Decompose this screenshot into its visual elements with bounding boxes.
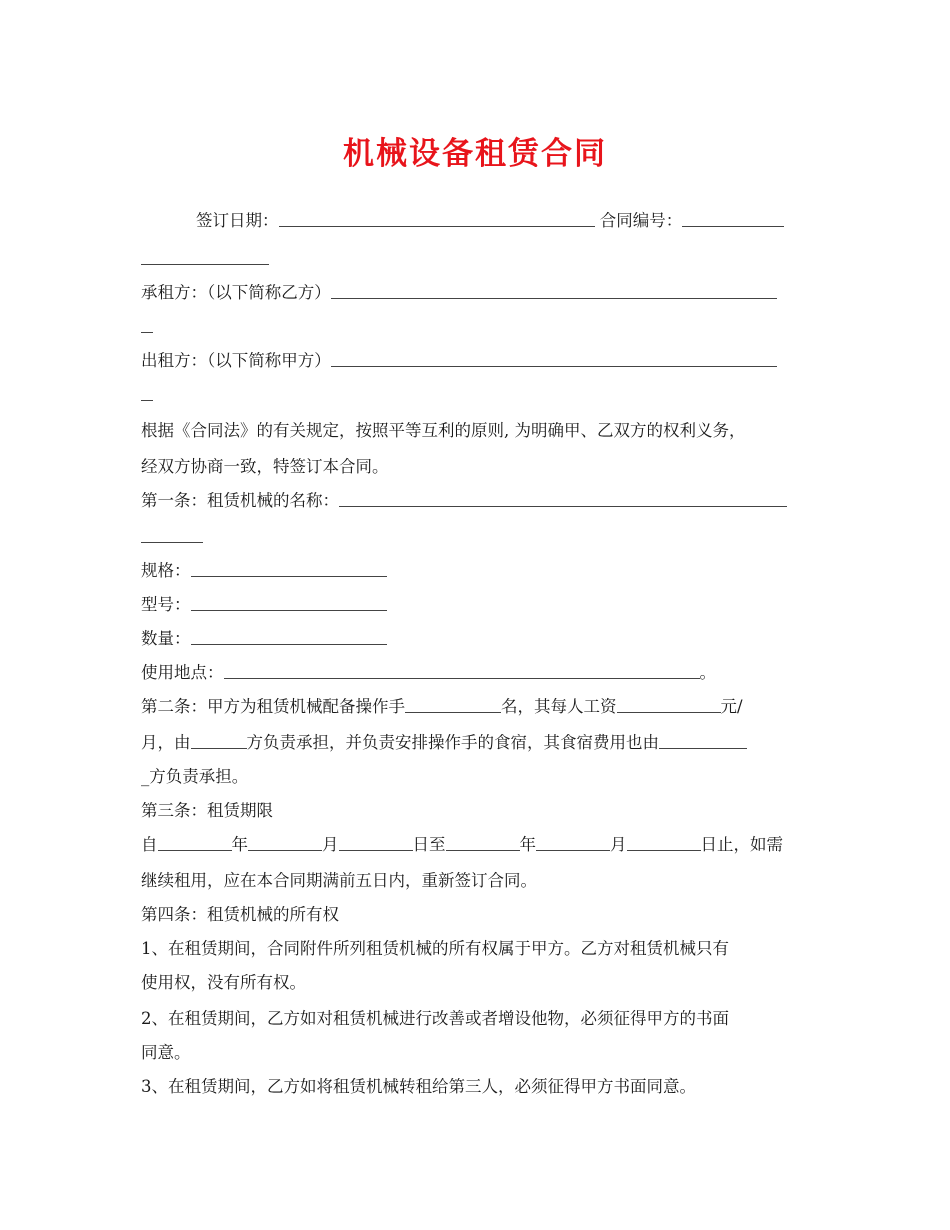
contract-line-3 <box>141 282 821 304</box>
blank-field[interactable] <box>659 732 747 749</box>
contract-line-15 <box>141 696 821 718</box>
contract-line-26 <box>141 1076 821 1098</box>
blank-field[interactable] <box>627 834 701 851</box>
blank-field[interactable] <box>191 560 387 577</box>
line-text: 名，其每人工资 <box>501 697 617 716</box>
line-text: 月，由 <box>141 733 191 752</box>
blank-field[interactable] <box>405 696 501 713</box>
line-text: 月 <box>610 835 627 854</box>
line-text: 年 <box>519 835 536 854</box>
line-text: 签订日期： <box>196 211 279 230</box>
contract-line-7 <box>141 420 821 442</box>
blank-field[interactable] <box>224 662 700 679</box>
line-text: 元/ <box>720 697 743 716</box>
line-text: 型号： <box>141 595 191 614</box>
line-text: 规格： <box>141 561 191 580</box>
contract-line-24 <box>141 1008 821 1030</box>
line-text: 数量： <box>141 629 191 648</box>
blank-field[interactable] <box>191 594 387 611</box>
contract-line-19 <box>141 834 821 856</box>
line-text: 根据《合同法》的有关规定，按照平等互利的原则, 为明确甲、乙双方的权利义务， <box>141 421 746 440</box>
line-text: 出租方：（以下简称甲方） <box>141 351 331 370</box>
contract-line-6 <box>141 384 821 406</box>
document-title: 机械设备租赁合同 <box>343 136 607 172</box>
blank-field[interactable] <box>331 350 777 367</box>
contract-line-21 <box>141 904 821 926</box>
blank-field[interactable] <box>248 834 322 851</box>
contract-line-13 <box>141 628 821 650</box>
blank-field[interactable] <box>339 834 413 851</box>
contract-line-11 <box>141 560 821 582</box>
line-text: 日止，如需 <box>700 835 783 854</box>
contract-line-9 <box>141 490 821 512</box>
contract-line-4 <box>141 316 821 338</box>
blank-field[interactable] <box>141 526 203 543</box>
contract-line-20 <box>141 870 821 892</box>
contract-line-18 <box>141 800 821 822</box>
contract-line-16 <box>141 732 821 754</box>
blank-field[interactable] <box>191 628 387 645</box>
line-text: 第二条：甲方为租赁机械配备操作手 <box>141 697 405 716</box>
line-text: 自 <box>141 835 158 854</box>
contract-line-23 <box>141 972 821 994</box>
line-text: 方负责承担，并负责安排操作手的食宿，其食宿费用也由 <box>246 733 659 752</box>
line-text: 使用地点： <box>141 663 224 682</box>
contract-line-8 <box>141 456 821 478</box>
contract-line-5 <box>141 350 821 372</box>
contract-line-22 <box>141 938 821 960</box>
line-text: 同意。 <box>141 1043 191 1062</box>
line-text: 年 <box>231 835 248 854</box>
contract-line-1 <box>196 210 876 232</box>
blank-field[interactable] <box>536 834 610 851</box>
contract-line-14 <box>141 662 821 684</box>
contract-line-12 <box>141 594 821 616</box>
blank-field[interactable] <box>331 282 777 299</box>
line-text: 日至 <box>412 835 446 854</box>
line-text: _方负责承担。 <box>141 767 249 786</box>
blank-field[interactable] <box>279 210 595 227</box>
blank-field[interactable] <box>446 834 520 851</box>
blank-field[interactable] <box>617 696 721 713</box>
line-text: 继续租用，应在本合同期满前五日内，重新签订合同。 <box>141 871 537 890</box>
line-text: 1、在租赁期间，合同附件所列租赁机械的所有权属于甲方。乙方对租赁机械只有 <box>141 939 729 958</box>
contract-line-2 <box>141 248 821 270</box>
line-text: 月 <box>322 835 339 854</box>
contract-line-17 <box>141 766 821 788</box>
blank-field[interactable] <box>191 732 247 749</box>
line-text: 第三条：租赁期限 <box>141 801 273 820</box>
line-text: 第一条：租赁机械的名称： <box>141 491 339 510</box>
line-text: 使用权，没有所有权。 <box>141 973 306 992</box>
line-text: 经双方协商一致，特签订本合同。 <box>141 457 389 476</box>
line-text: 合同编号： <box>594 211 683 230</box>
blank-field[interactable] <box>141 316 153 333</box>
blank-field[interactable] <box>158 834 232 851</box>
blank-field[interactable] <box>339 490 787 507</box>
blank-field[interactable] <box>141 248 269 265</box>
line-text: 3、在租赁期间，乙方如将租赁机械转租给第三人，必须征得甲方书面同意。 <box>141 1077 696 1096</box>
contract-line-25 <box>141 1042 821 1064</box>
blank-field[interactable] <box>682 210 784 227</box>
blank-field[interactable] <box>141 384 153 401</box>
contract-line-10 <box>141 526 821 548</box>
line-text: 承租方：（以下简称乙方） <box>141 283 331 302</box>
line-text: 2、在租赁期间，乙方如对租赁机械进行改善或者增设他物，必须征得甲方的书面 <box>141 1009 729 1028</box>
line-text: 。 <box>699 663 716 682</box>
line-text: 第四条：租赁机械的所有权 <box>141 905 339 924</box>
